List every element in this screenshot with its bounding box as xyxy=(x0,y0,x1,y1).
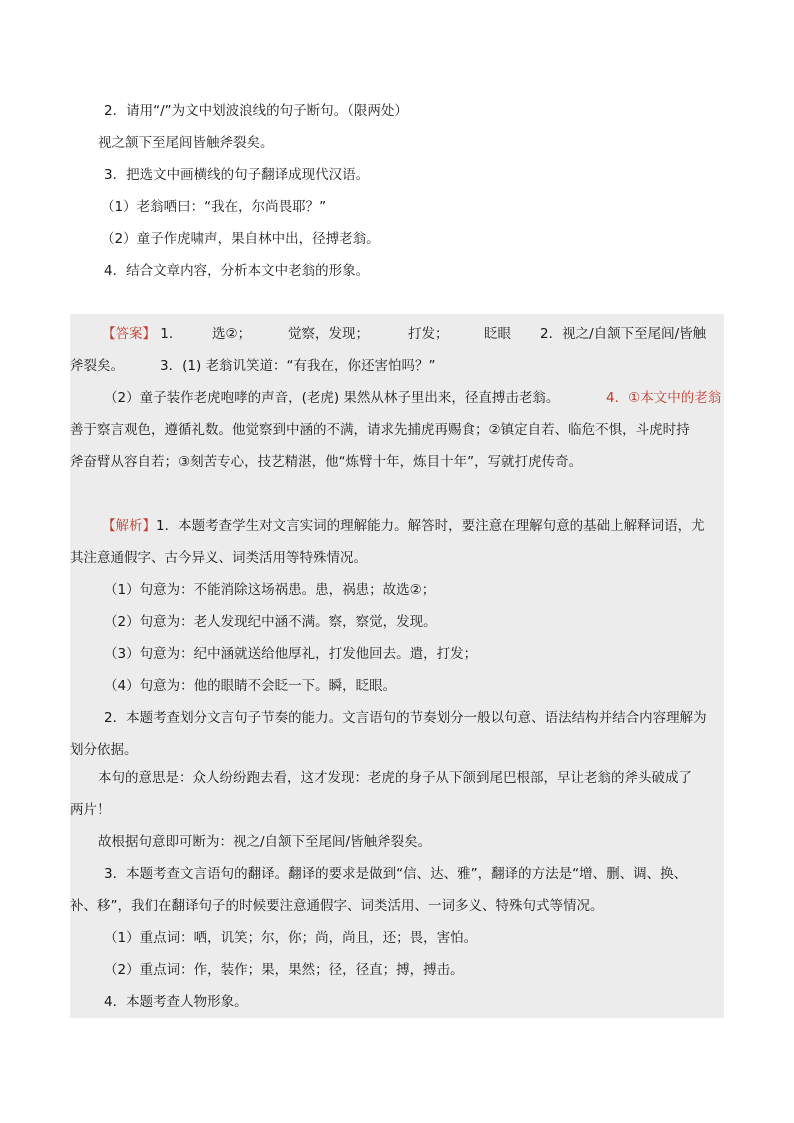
answer-1-word-4: 眨眼 xyxy=(484,326,511,342)
answer-3-2: （2）童子装作老虎咆哮的声音，(老虎) 果然从林子里出来，径直搏击老翁。 xyxy=(104,390,560,406)
analysis-line-12: 3．本题考查文言语句的翻译。翻译的要求是做到“信、达、雅”，翻译的方法是“增、删、调、换、 xyxy=(104,866,688,882)
question-2: 2．请用“/”为文中划波浪线的句子断句。（限两处） xyxy=(104,103,408,119)
analysis-line-15: （2）重点词：作，装作；果，果然；径，径直；搏，搏击。 xyxy=(104,962,464,978)
analysis-line-14: （1）重点词：哂，讥笑；尔，你；尚，尚且，还；畏，害怕。 xyxy=(104,930,478,946)
answer-3-1: 3．(1) 老翁讥笑道：“有我在，你还害怕吗？” xyxy=(160,358,436,374)
analysis-line-16: 4．本题考查人物形象。 xyxy=(104,994,248,1010)
analysis-line-3: （1）句意为：不能消除这场祸患。患，祸患；故选②； xyxy=(104,582,436,598)
answer-1-word-3: 打发； xyxy=(408,326,449,342)
answer-2: 2．视之/自颔下至尾闾/皆触 xyxy=(540,326,707,342)
answer-4-line-3: 斧奋臂从容自若；③刻苦专心，技艺精湛，他“炼臂十年，炼目十年”，写就打虎传奇。 xyxy=(70,454,583,470)
answer-4-head: 4．①本文中的老翁 xyxy=(606,390,722,406)
analysis-line-13: 补、移”，我们在翻译句子的时候要注意通假字、词类活用、一词多义、特殊句式等情况。 xyxy=(70,898,604,914)
answer-line-1 xyxy=(102,324,173,344)
analysis-line-6: （4）句意为：他的眼睛不会眨一下。瞬，眨眼。 xyxy=(104,678,397,694)
answer-4-line-2: 善于察言观色，遵循礼数。他觉察到中涵的不满，请求先捕虎再赐食；②镇定自若、临危不惧，斗虎时持 xyxy=(70,422,690,438)
answer-1-word-2: 觉察，发现； xyxy=(288,326,369,342)
analysis-line-2: 其注意通假字、古今异义、词类活用等特殊情况。 xyxy=(70,550,367,566)
analysis-line-10: 两片！ xyxy=(70,802,111,818)
analysis-line-7: 2．本题考查划分文言句子节奏的能力。文言语句的节奏划分一般以句意、语法结构并结合内容理解为 xyxy=(104,710,707,726)
analysis-line-5: （3）句意为：纪中涵就送给他厚礼，打发他回去。遣，打发； xyxy=(104,646,478,662)
question-2-text: 视之颔下至尾闾皆触斧裂矣。 xyxy=(98,135,274,151)
analysis-line-9: 本句的意思是：众人纷纷跑去看，这才发现：老虎的身子从下颌到尾巴根部，早让老翁的斧头破成了 xyxy=(98,770,692,786)
answer-1-choice: 选②； xyxy=(212,326,252,342)
analysis-tag: 【解析】 xyxy=(102,518,156,534)
question-4: 4．结合文章内容，分析本文中老翁的形象。 xyxy=(104,263,370,279)
analysis-line-11: 故根据句意即可断为：视之/自颔下至尾闾/皆触斧裂矣。 xyxy=(98,834,432,850)
answer-2-continued: 斧裂矣。 xyxy=(70,358,124,374)
analysis-line-1 xyxy=(102,516,705,536)
question-3: 3．把选文中画横线的句子翻译成现代汉语。 xyxy=(104,167,370,183)
answer-1-number: 1. xyxy=(160,326,174,342)
question-3-item-1: （1）老翁哂曰：“我在，尔尚畏耶？” xyxy=(101,199,327,215)
question-3-item-2: （2）童子作虎啸声，果自林中出，径搏老翁。 xyxy=(101,231,380,247)
answer-tag: 【答案】 xyxy=(102,326,156,342)
analysis-line-4: （2）句意为：老人发现纪中涵不满。察，察觉，发现。 xyxy=(104,614,437,630)
analysis-text-1: 1．本题考查学生对文言实词的理解能力。解答时，要注意在理解句意的基础上解释词语，尤 xyxy=(156,518,705,534)
analysis-line-8: 划分依据。 xyxy=(70,742,138,758)
